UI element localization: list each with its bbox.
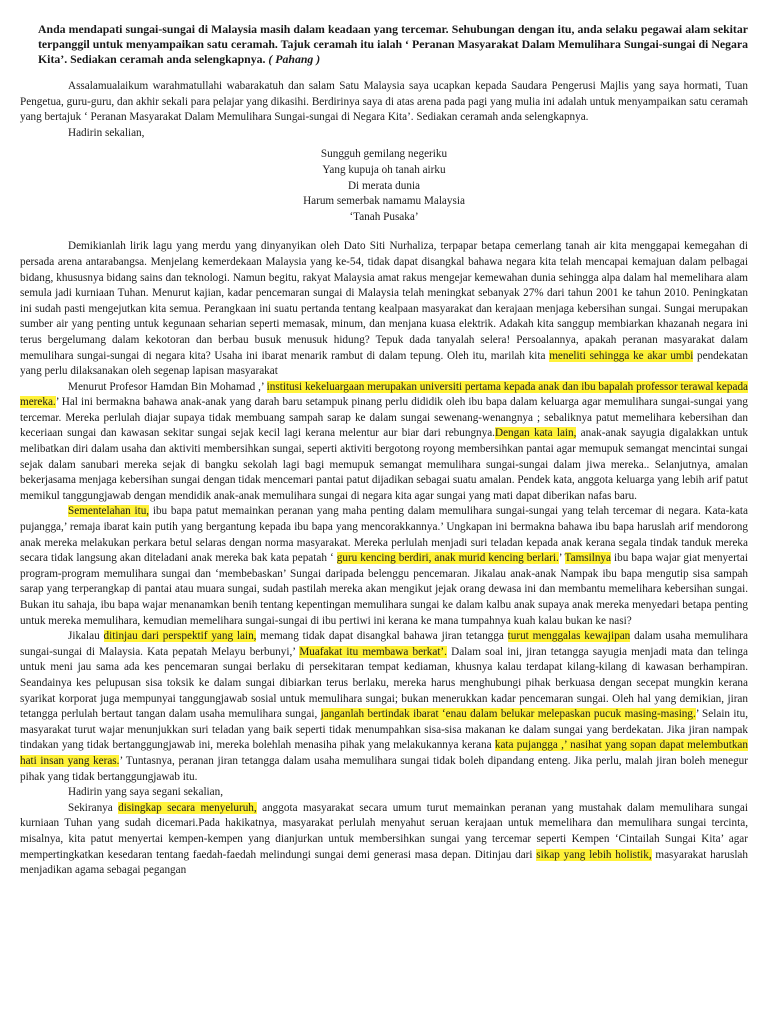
essay-question	[38, 22, 748, 67]
highlight: janganlah bertindak ibarat ‘enau dalam belukar melepaskan pucuk masing-masing.	[320, 708, 696, 721]
text-run: ’ Tuntasnya, peranan jiran tetangga dalam usaha memulihara sungai tidak boleh dipandang enteng. Jika perlu, malah jiran boleh menegur pihak yang tidak bertanggungjawab itu.	[20, 754, 748, 783]
highlight: kata pujangga ,’ nasihat yang sopan dapat melembutkan hati insan yang keras.	[20, 739, 748, 767]
highlight: sikap yang lebih holistik,	[536, 848, 652, 861]
highlight: ditinjau dari perspektif yang lain,	[103, 630, 257, 643]
highlight: Muafakat itu membawa berkat’.	[299, 645, 447, 658]
text-run: pendekatan yang perlu dilaksanakan oleh segenap lapisan masyarakat	[20, 349, 748, 378]
text-run: dalam usaha memulihara sungai-sungai di Malaysia. Kata pepatah Melayu berbunyi,’	[20, 630, 748, 658]
text-run: ’	[558, 552, 565, 565]
poem-line: Harum semerbak namamu Malaysia	[303, 195, 465, 208]
text-run: Jikalau	[68, 630, 104, 643]
paragraph-5	[20, 801, 748, 879]
text-run: anggota masyarakat secara umum turut memainkan peranan yang mustahak dalam memulihara sungai kurniaan Tuhan yang sudah dicemari.Pada hakikatnya, masyarakat perlulah menyahut seruan kerajaan untuk memelihara dan memulihara sungai tercinta, misalnya, kita patut menyertai kempen-kempen yang dianjurkan untuk membersihkan sungai yang tercemar seperti Kempen ‘Cintailah Sungai Kita’ agar mempertingkatkan kesedaran tentang faedah-faedah melindungi sungai demi generasi masa depan. Ditinjau dari	[20, 801, 748, 861]
greeting-2: Hadirin yang saya segani sekalian,	[68, 786, 224, 799]
text-run: Menurut Profesor Hamdan Bin Mohamad ,’	[68, 380, 267, 393]
text-run: ’ Hal ini bermakna bahawa anak-anak yang darah baru setampuk pinang perlu dididik oleh ibu bapa dalam keluarga agar memulihara sungai-sungai yang tercemar. Mereka perlulah diajar supaya tidak membuang sampah sarap ke dalam sungai sewenang-wenangnya ; sebaliknya patut memelihara kebersihan dan keceriaan sungai dan kawasan sekitar sungai sejak kecil lagi kerana melentur aur biar dari rebungnya.	[20, 396, 748, 440]
poem-line: Sungguh gemilang negeriku	[320, 148, 448, 161]
highlight: meneliti sehingga ke akar umbi	[549, 349, 694, 362]
poem-line: Yang kupuja oh tanah airku	[322, 163, 446, 176]
question-state: ( Pahang )	[268, 52, 321, 66]
text-run: Dalam soal ini, jiran tetangga sayugia menjadi mata dan telinga untuk meni jau sama ada kes pencemaran sungai berlaku di persekitaran tempat kediaman, khusnya kalau terdapat kilang-kilang di kawasan berhampiran. Seandainya kes pelupusan sisa toksik ke dalam sungai dibiarkan terus berlaku, mereka harus menghubungi pihak berkuasa dengan secepat mungkin kerana syarikat korporat juga mempunyai tanggungjawab sosial untuk memulihara sungai; bukan menerukkan kadar pencemaran sungai. Oleh hal yang demikian, jiran tetangga perlulah bertaut tangan dalam usaha memulihara sungai,	[20, 645, 748, 721]
text-run: ’ Selain itu, masyarakat turut wajar menunjukkan suri teladan yang baik seperti tidak menumpahkan sisa-sisa makanan ke dalam sungai yang berdekatan. Jika jiran nampak tindakan yang tidak bertanggungjawab ini, mereka bolehlah menasiha pihak yang melakukannya kerana	[20, 708, 748, 752]
text-run: ibu bapa patut memainkan peranan yang maha penting dalam memulihara sungai-sungai yang telah tercemar di negara. Kata-kata pujangga,’ remaja ibarat kain putih yang bergantung kepada ibu bapa yang mencorakkannya.’ Ungkapan ini bermakna bahawa ibu bapa haruslah arif mendorong anak mereka melakukan perkara betul selaras dengan norma masyarakat. Mereka perlulah menjadi suri teladan kepada anak kerana segala tindak tanduk mereka secara tidak langsung akan diteladani anak mereka bak kata pepatah ‘	[20, 505, 748, 565]
text-run: memang tidak dapat disangkal bahawa jiran tetangga	[256, 630, 508, 643]
question-text: Anda mendapati sungai-sungai di Malaysia masih dalam keadaan yang tercemar. Sehubungan dengan itu, anda selaku pegawai alam sekitar terpanggil untuk menyampaikan satu ceramah. Tajuk ceramah itu ialah ‘ Peranan Masyarakat Dalam Memulihara Sungai-sungai di Negara Kita’. Sediakan ceramah anda selengkapnya.	[38, 22, 748, 66]
poem-lyrics	[20, 147, 748, 225]
highlight: Tamsilnya	[564, 552, 611, 565]
text-run: masyarakat haruslah menjadikan agama sebagai pegangan	[20, 848, 748, 877]
text-run: ibu bapa wajar giat menyertai program-program memulihara sungai dan ‘membebaskan’ Sungai daripada belenggu pencemaran. Jikalau anak-anak Nampak ibu bapa mengutip sisa sampah sarap yang terperangkap di pantai atau muara sungai, sudah pastilah mereka akan mengikut jejak orang dewasa ini dan membantu memelihara kebersihan sungai. Bukan itu sahaja, ibu bapa wajar menanamkan benih tentang kepentingan memulihara sungai ke dalam kalbu anak supaya anak mereka menyedari betapa penting untuk mereka memulihara, kemudian memelihara sungai-sungai di ibu pertiwi ini kerana ke mana tumpahnya kuah kalau bukan ke nasi?	[20, 552, 748, 627]
paragraph-3	[20, 504, 748, 629]
paragraph-2	[20, 380, 748, 505]
highlight: guru kencing berdiri, anak murid kencing berlari.	[336, 552, 559, 565]
text-run: Demikianlah lirik lagu yang merdu yang dinyanyikan oleh Dato Siti Nurhaliza, terpapar betapa cemerlang tanah air kita menggapai kemegahan di persada arena antarabangsa. Menjelang kemerdekaan Malaysia yang ke-54, tidak dapat disangkal bahawa negara kita telah mencapai kemajuan dalam pelbagai bidang, khususnya bidang sains dan teknologi. Namun begitu, rakyat Malaysia amat rakus mengejar kemewahan dunia sehingga alpa dalam hal memelihara alam semula jadi kurniaan Tuhan. Menurut kajian, kadar pencemaran sungai di Malaysia telah meningkat sebanyak 27% dari tahun 2001 ke tahun 2010. Peningkatan ini sudah pasti mengejutkan kita semua. Perangkaan ini suatu pertanda tentang kealpaan masyarakat dan kerajaan menjaga kebersihan sungai. Sungai merupakan sumber air yang penting untuk kegunaan seharian seperti memasak, minum, dan menjana kuasa elektrik. Adakah kita sanggup membiarkan khazanah negara ini terus bergelumang dalam kekotoran dan berbau busuk menusuk hidung? Tepuk dada tanyalah selera! Persoalannya, apakah peranan masyarakat dalam memulihara sungai-sungai di negara kita? Usaha ini ibarat menarik rambut di dalam tepung. Oleh itu, marilah kita	[20, 240, 748, 362]
poem-line: Di merata dunia	[347, 179, 421, 192]
text-run: anak-anak sayugia digalakkan untuk melibatkan diri dalam usaha dan aktiviti membersihkan sungai, seperti aktiviti bergotong royong membersihkan pantai agar memupuk semangat mencintai sungai sejak dalam sanubari mereka sejak di bangku sekolah lagi bagi memupuk semangat memulihara sungai-sungai dalam jiwa mereka.. Selanjutnya, amalan bekerjasama menjaga kebersihan sungai dengan tidak mencemari pantai patut dijadikan sebagai suatu amalan. Pendek kata, anggota keluarga yang lebih arif patut memikul tanggungjawab dengan mendidik anak-anak memulihara sungai di negara kita agar sungai yang mati dapat diberikan nafas baru.	[20, 427, 748, 502]
text-run: Sekiranya	[68, 801, 119, 814]
highlight: Dengan kata lain,	[494, 427, 577, 440]
intro-paragraph: Assalamualaikum warahmatullahi wabarakatuh dan salam Satu Malaysia saya ucapkan kepada Saudara Pengerusi Majlis yang saya hormati, Tuan Pengetua, guru-guru, dan akhir sekali para pelajar yang dikasihi. Berdirinya saya di atas arena pada pagi yang mulia ini adalah untuk menyampaikan satu ceramah yang bertajuk ‘ Peranan Masyarakat Dalam Memulihara Sungai-sungai di Negara Kita’. Sediakan ceramah anda selengkapnya.	[20, 80, 748, 124]
greeting-1: Hadirin sekalian,	[68, 126, 145, 139]
paragraph-1	[20, 239, 748, 379]
highlight: institusi kekeluargaan merupakan universiti pertama kepada anak dan ibu bapalah professor terawal kepada mereka.	[20, 380, 748, 409]
highlight: disingkap secara menyeluruh,	[118, 801, 257, 814]
poem-line: ‘Tanah Pusaka’	[349, 210, 419, 223]
highlight: turut menggalas kewajipan	[507, 630, 631, 643]
highlight: Sementelahan itu,	[68, 505, 150, 518]
paragraph-4	[20, 629, 748, 785]
essay-body	[20, 79, 748, 879]
